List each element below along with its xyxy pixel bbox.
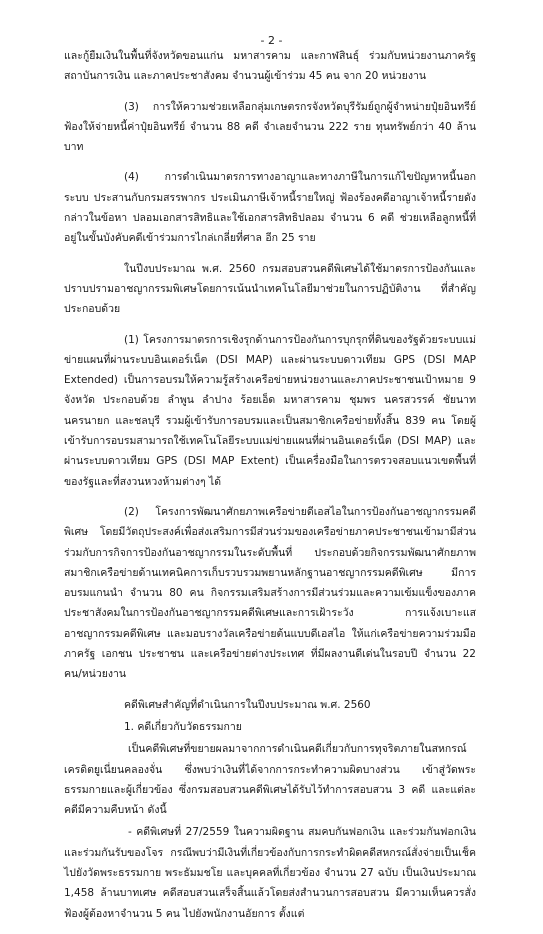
paragraph-continuation: และกู้ยืมเงินในพื้นที่จังหวัดขอนแก่น มหาสารคาม และกาฬสินธุ์ ร่วมกับหน่วยงานภาครัฐ สถาบันการเงิน และภาคประชาสังคม จำนวนผู้เข้าร่วม 45 คน จาก 20 หน่วยงาน (64, 50, 476, 83)
subheading-dhammakaya-case: 1. คดีเกี่ยวกับวัดธรรมกาย (124, 720, 242, 733)
paragraph-item-4: (4) การดำเนินมาตรการทางอาญาและทางภาษีในการแก้ไขปัญหาหนี้นอกระบบ ประสานกับกรมสรรพากร ประเมินภาษีเจ้าหนี้รายใหญ่ ฟ้องร้องคดีอาญาเจ้าหนี้รายดังกล่าวในข้อหา ปลอมเอกสารสิทธิและใช้เอกสารสิทธิปลอม จำนวน 6 คดี ช่วยเหลือลูกหนี้ที่อยู่ในขั้นบังคับคดีเข้าร่วมการไกล่เกลี่ยที่ศาล อีก 25 ราย (64, 171, 476, 245)
paragraph-fiscal-2560-intro: ในปีงบประมาณ พ.ศ. 2560 กรมสอบสวนคดีพิเศษได้ใช้มาตรการป้องกันและปราบปรามอาชญากรรมพิเศษโดยการเน้นนำเทคโนโลยีมาช่วยในการปฏิบัติงาน ที่สำคัญประกอบด้วย (64, 262, 476, 316)
paragraph-project-1: (1) โครงการมาตรการเชิงรุกด้านการป้องกันการบุกรุกที่ดินของรัฐด้วยระบบแม่ข่ายแผนที่ผ่านระบบอินเตอร์เน็ต (DSI MAP) และผ่านระบบดาวเทียม GPS (DSI MAP Extended) เป็นการอบรมให้ความรู้สร้างเครือข่ายหน่วยงานและภาคประชาชนเป้าหมาย 9 จังหวัด ประกอบด้วย ลำพูน ลำปาง ร้อยเอ็ด มหาสารคาม ชุมพร นครสวรรค์ ชัยนาท นครนายก และชลบุรี รวมผู้เข้ารับการอบรมและเป็นสมาชิกเครือข่ายทั้งสิ้น 839 คน โดยผู้เข้ารับการอบรมสามารถใช้เทคโนโลยีระบบแม่ข่ายแผนที่ผ่านอินเตอร์เน็ต (DSI MAP) และผ่านระบบดาวเทียม GPS (DSI MAP Extent) เป็นเครื่องมือในการตรวจสอบแนวเขตพื้นที่ของรัฐและที่สงวนหวงห้ามต่างๆ ได้ (64, 333, 476, 488)
paragraph-dhammakaya-summary: เป็นคดีพิเศษที่ขยายผลมาจากการดำเนินคดีเกี่ยวกับการทุจริตภายในสหกรณ์เครดิตยูเนี่ยนคลองจั่น ซึ่งพบว่าเงินที่ได้จากการกระทำความผิดบางส่วน เข้าสู่วัดพระธรรมกายและผู้เกี่ยวข้อง ซึ่งกรมสอบสวนคดีพิเศษได้รับไว้ทำการสอบสวน 3 คดี และแต่ละคดีมีความคืบหน้า ดังนี้ (64, 743, 476, 817)
paragraph-item-3: (3) การให้ความช่วยเหลือกลุ่มเกษตรกรจังหวัดบุรีรัมย์ถูกผู้จำหน่ายปุ๋ยอินทรีย์ฟ้องให้จ่ายหนี้ค่าปุ๋ยอินทรีย์ จำนวน 88 คดี จำเลยจำนวน 222 ราย ทุนทรัพย์กว่า 40 ล้านบาท (64, 100, 476, 154)
document-body (64, 46, 476, 934)
page-number: - 2 - (260, 34, 283, 47)
paragraph-case-27-2559: - คดีพิเศษที่ 27/2559 ในความผิดฐาน สมคบกันฟอกเงิน และร่วมกันฟอกเงิน และร่วมกันรับของโจร กรณีพบว่ามีเงินที่เกี่ยวข้องกับการกระทำผิดคดีสหกรณ์สั่งจ่ายเป็นเช็คไปยังวัดพระธรรมกาย พระธัมมชโย และบุคคลที่เกี่ยวข้อง จำนวน 27 ฉบับ เป็นเงินประมาณ 1,458 ล้านบาทเศษ คดีสอบสวนเสร็จสิ้นแล้วโดยส่งสำนวนการสอบสวน มีความเห็นควรสั่งฟ้องผู้ต้องหาจำนวน 5 คน ไปยังพนักงานอัยการ ตั้งแต่ (64, 826, 476, 920)
paragraph-project-2: (2) โครงการพัฒนาศักยภาพเครือข่ายดีเอสไอในการป้องกันอาชญากรรมคดีพิเศษ โดยมีวัตถุประสงค์เพื่อส่งเสริมการมีส่วนร่วมของเครือข่ายภาคประชาชนเข้ามามีส่วนร่วมกับการกิจการป้องกันอาชญากรรมในระดับพื้นที่ ประกอบด้วยกิจกรรมพัฒนาศักยภาพสมาชิกเครือข่ายด้านเทคนิคการเก็บรวบรวมพยานหลักฐานอาชญากรรมคดีพิเศษ มีการอบรมแกนนำ จำนวน 80 คน กิจกรรมเสริมสร้างการมีส่วนร่วมและความเข้มแข็งของภาคประชาสังคมในการป้องกันอาชญากรรมคดีพิเศษและการเฝ้าระวัง การแจ้งเบาะแสอาชญากรรมคดีพิเศษ และมอบรางวัลเครือข่ายต้นแบบดีเอสไอ ให้แก่เครือข่ายความร่วมมือภาครัฐ เอกชน ประชาชน และเครือข่ายต่างประเทศ ที่มีผลงานดีเด่นในรอบปี จำนวน 22 คน/หน่วยงาน (64, 505, 476, 681)
section-heading-special-cases: คดีพิเศษสำคัญที่ดำเนินการในปีงบประมาณ พ.ศ. 2560 (124, 698, 371, 711)
